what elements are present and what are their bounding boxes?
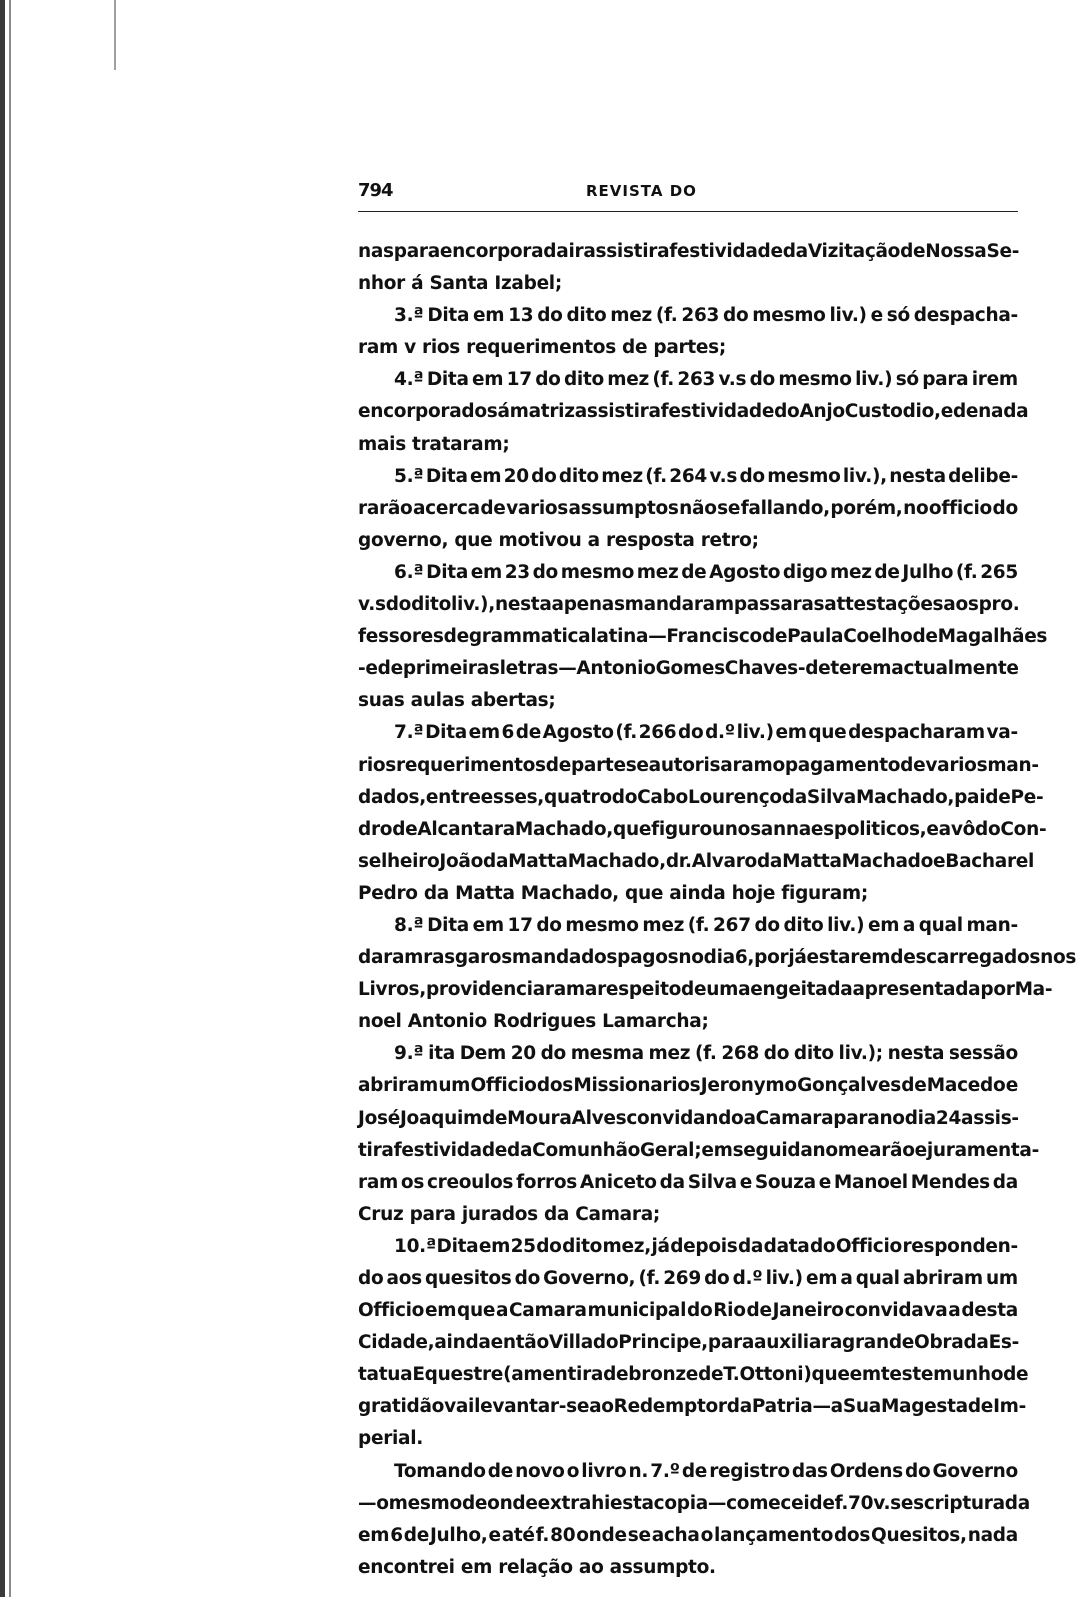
- text-line: José Joaquim de Moura Alves convidando a Camara para no dia 24 assis-: [358, 1107, 1019, 1129]
- text-line: Livros, providenciaram a respeito de uma engeitada apresentada por Ma-: [358, 979, 1053, 1001]
- text-line: tatua Equestre (a mentira de bronze de T. Ottoni) que em testemunho de: [358, 1364, 1029, 1386]
- text-line: nas para encorporada ir assistir a festividade da Vizitação de Nossa Se-: [358, 241, 1020, 262]
- page-number: 794: [358, 180, 393, 201]
- text-line: Officio em que a Camara municipal do Rio de Janeiro convidava a desta: [358, 1300, 1018, 1322]
- text-line: noel Antonio Rodrigues Lamarcha;: [358, 1011, 709, 1033]
- text-line: 4.ª Dita em 17 do dito mez (f. 263 v.s do mesmo liv.) só para irem: [394, 369, 1018, 391]
- text-line: governo, que motivou a resposta retro;: [358, 529, 759, 551]
- scan-mark: [114, 0, 116, 70]
- text-line: ram os creoulos forros Aniceto da Silva e Souza e Manoel Mendes da: [358, 1171, 1018, 1193]
- text-line: encorporados á matriz assistir a festividade do Anjo Custodio, e de nada: [358, 401, 1029, 423]
- text-line: Tomando de novo o livro n. 7.º de registro das Ordens do Governo: [394, 1460, 1018, 1482]
- text-line: em 6 de Julho, e até f. 80 onde se acha o lançamento dos Quesitos, nada: [358, 1524, 1018, 1546]
- running-head: REVISTA DO: [586, 182, 697, 200]
- text-line: daram rasgar os mandados pagos no dia 6, por já estarem descarregados nos: [358, 947, 1076, 969]
- header-rule: [358, 211, 1018, 212]
- text-line: 3.ª Dita em 13 do dito mez (f. 263 do mesmo liv.) e só despacha-: [394, 305, 1018, 327]
- body-text: [358, 236, 1076, 1584]
- text-line: v.s do dito liv.), nesta apenas mandaram passar as attestações aos pro.: [358, 594, 1020, 616]
- scan-edge-line: [9, 0, 11, 1597]
- text-line: mais trataram;: [358, 433, 510, 455]
- text-line: gratidão vai levantar-se ao Redemptor da Patria—a Sua Magestade Im-: [358, 1396, 1027, 1418]
- text-line: encontrei em relação ao assumpto.: [358, 1556, 716, 1578]
- text-line: - e de primeiras letras—Antonio Gomes Chaves-de terem actualmente: [358, 658, 1019, 680]
- text-line: do aos quesitos do Governo, (f. 269 do d.º liv.) em a qual abriram um: [358, 1268, 1018, 1289]
- text-line: suas aulas abertas;: [358, 690, 556, 712]
- text-line: Pedro da Matta Machado, que ainda hoje figuram;: [358, 882, 868, 904]
- text-line: dados, entre esses, quatro do Cabo Lourenço da Silva Machado, pai de Pe-: [358, 786, 1044, 808]
- page-header: [358, 180, 1018, 210]
- scan-edge-shadow: [0, 0, 5, 1597]
- text-line: dro de Alcantara Machado, que figurou nos annaes politicos, e avô do Con-: [358, 818, 1047, 840]
- text-line: abriram um Officio dos Missionarios Jeronymo Gonçalves de Macedo e: [358, 1075, 1018, 1097]
- text-line: nhor á Santa Izabel;: [358, 273, 562, 295]
- text-line: —o mesmo de onde extrahi esta copia—comecei de f. 70 v.s escripturada: [358, 1492, 1030, 1514]
- text-line: 6.ª Dita em 23 do mesmo mez de Agosto digo mez de Julho (f. 265: [394, 561, 1018, 583]
- text-line: ram v rios requerimentos de partes;: [358, 337, 726, 359]
- text-line: tir a festividade da Comunhão Geral; em seguida nomearão e juramenta-: [358, 1139, 1039, 1161]
- text-line: 5.ª Dita em 20 do dito mez (f. 264 v.s do mesmo liv.), nesta delibe-: [394, 465, 1018, 487]
- text-line: Cidade, ainda então Villa do Principe, para auxiliar a grande Obra da Es-: [358, 1332, 1020, 1354]
- text-line: fessores de grammatica latina—Francisco de Paula Coelho de Magalhães: [358, 626, 1048, 648]
- text-line: rios requerimentos de partes e autorisaram o pagamento de varios man-: [358, 754, 1039, 776]
- text-line: 9.ª ita Dem 20 do mesma mez (f. 268 do dito liv.); nesta sessão: [394, 1043, 1018, 1065]
- text-line: selheiro João da Matta Machado, dr. Alvaro da Matta Machado e Bacharel: [358, 850, 1035, 872]
- text-line: 7.ª Dita em 6 de Agosto (f. 266 do d.º liv.) em que despacharam va-: [394, 722, 1018, 744]
- text-line: Cruz para jurados da Camara;: [358, 1203, 660, 1225]
- text-line: 8.ª Dita em 17 do mesmo mez (f. 267 do dito liv.) em a qual man-: [394, 914, 1018, 936]
- text-line: 10.ª Dita em 25 do dito mez, já depois da data do Officio responden-: [394, 1235, 1018, 1257]
- text-line: perial.: [358, 1428, 424, 1450]
- text-line: rarão acerca de varios assumptos não se fallando, porém, no officio do: [358, 497, 1018, 519]
